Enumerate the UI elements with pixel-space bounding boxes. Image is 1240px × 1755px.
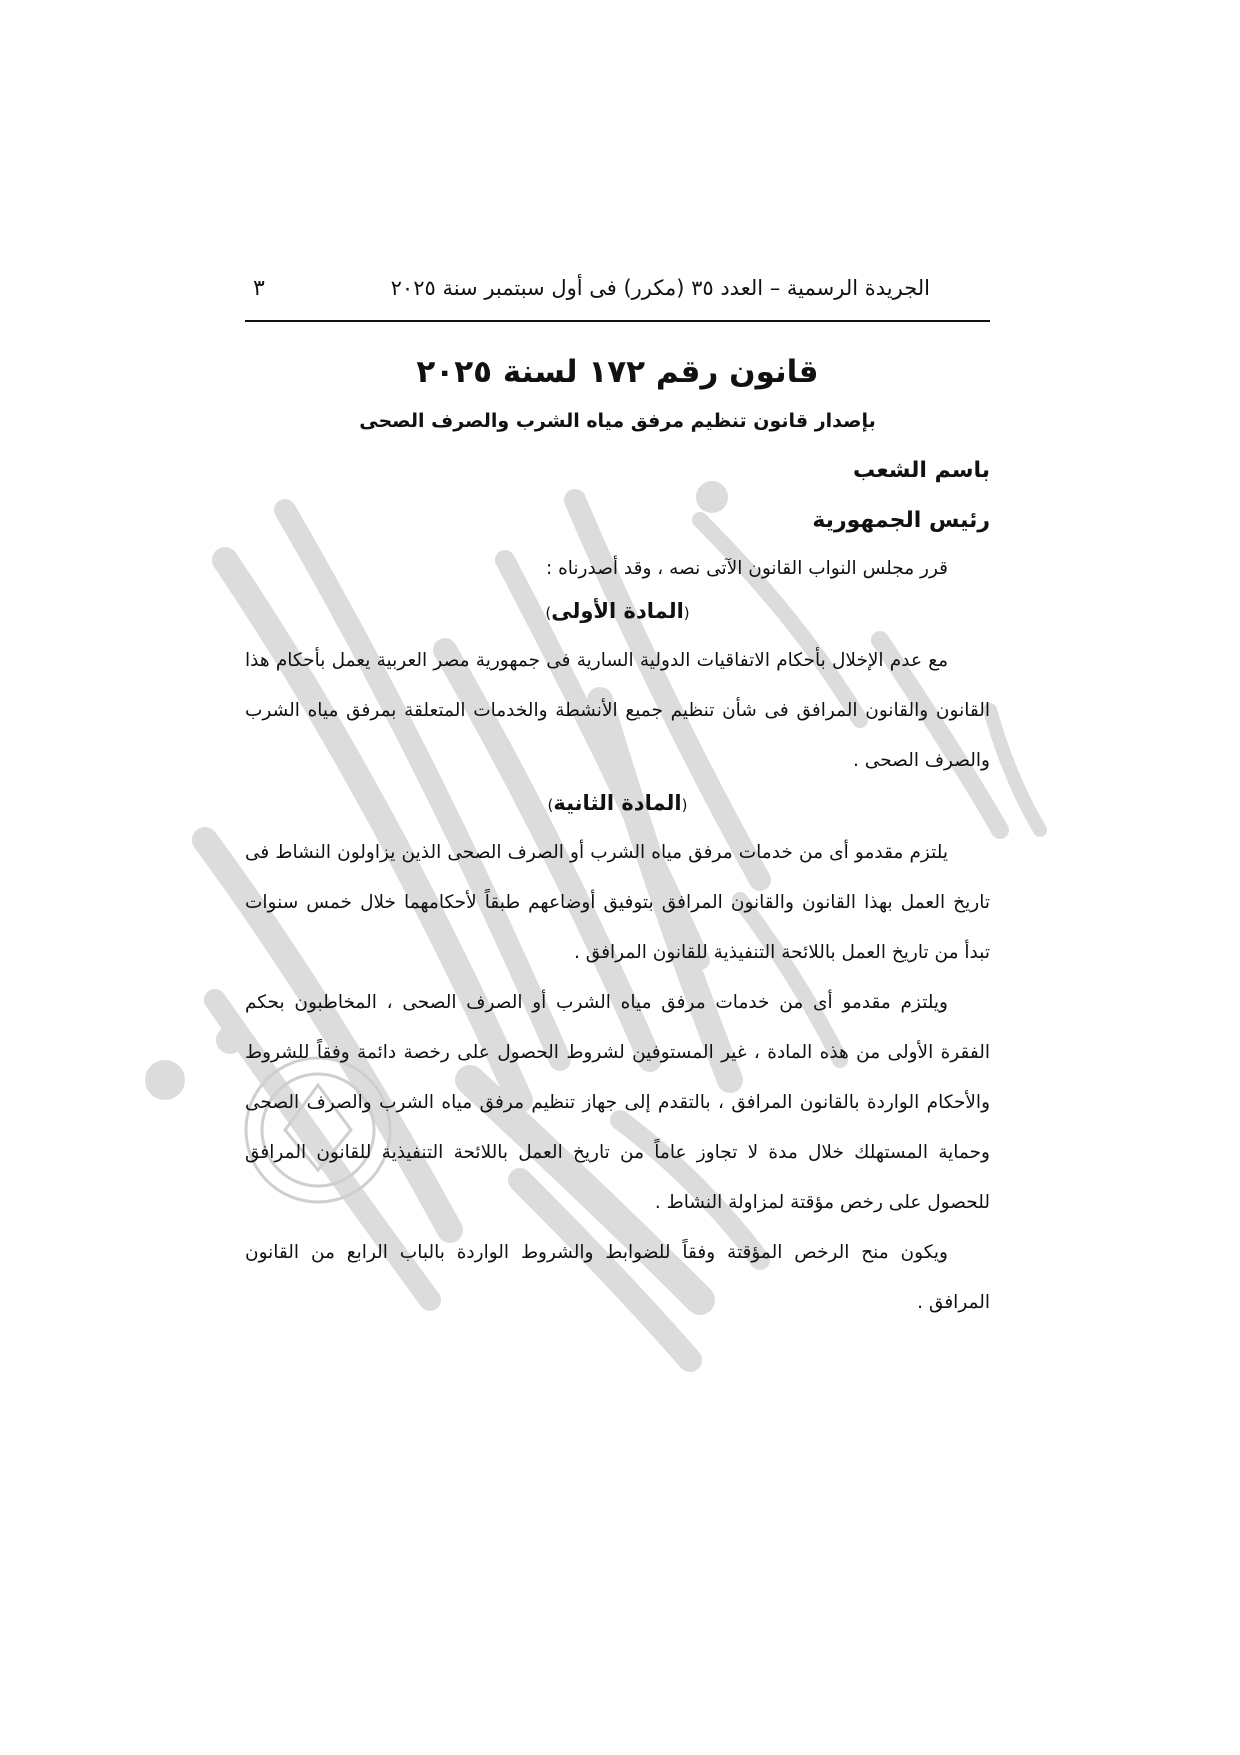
article-2-open-paren: ( <box>681 796 688 814</box>
document-page <box>245 270 990 1328</box>
gazette-header <box>245 270 990 322</box>
in-name-of-people-heading: باسم الشعب <box>853 458 990 483</box>
article-2-paragraph-2: ويلتزم مقدمو أى من خدمات مرفق مياه الشرب أو الصرف الصحى ، المخاطبون بحكم الفقرة الأولى من هذه المادة ، غير المستوفين لشروط الحصول على رخصة دائمة وفقاً للشروط والأحكام الواردة بالقانون المرافق ، بالتقدم إلى جهاز تنظيم مرفق مياه الشرب والصرف الصحى وحماية المستهلك خلال مدة لا تجاوز عاماً من تاريخ العمل باللائحة التنفيذية للقانون المرافق للحصول على رخص مؤقتة لمزاولة النشاط . <box>245 992 990 1213</box>
article-1-open-paren: ( <box>683 604 690 622</box>
law-subtitle: بإصدار قانون تنظيم مرفق مياه الشرب والصرف الصحى <box>359 410 876 432</box>
law-title: قانون رقم ١٧٢ لسنة ٢٠٢٥ <box>416 354 819 390</box>
intro-paragraph: قرر مجلس النواب القانون الآتى نصه ، وقد أصدرناه : <box>545 558 948 579</box>
article-1-close-paren: ) <box>545 604 552 622</box>
president-heading: رئيس الجمهورية <box>812 508 990 533</box>
article-2-title <box>245 786 990 822</box>
article-2-close-paren: ) <box>547 796 554 814</box>
article-2-paragraph-1: يلتزم مقدمو أى من خدمات مرفق مياه الشرب أو الصرف الصحى الذين يزاولون النشاط فى تاريخ العمل بهذا القانون والقانون المرافق بتوفيق أوضاعهم طبقاً لأحكامهما خلال خمس سنوات تبدأ من تاريخ العمل باللائحة التنفيذية للقانون المرافق . <box>245 842 990 963</box>
article-1-title-text: المادة الأولى <box>551 599 684 623</box>
page-number: ٣ <box>253 276 265 301</box>
article-2-title-text: المادة الثانية <box>553 791 682 815</box>
article-1-body: مع عدم الإخلال بأحكام الاتفاقيات الدولية السارية فى جمهورية مصر العربية يعمل بأحكام هذا القانون والقانون المرافق فى شأن تنظيم جميع الأنشطة والخدمات المتعلقة بمرفق مياه الشرب والصرف الصحى . <box>245 650 990 771</box>
article-2-paragraph-3: ويكون منح الرخص المؤقتة وفقاً للضوابط والشروط الواردة بالباب الرابع من القانون المرافق . <box>245 1242 990 1313</box>
article-1-title <box>245 594 990 630</box>
gazette-issue-line: الجريدة الرسمية – العدد ٣٥ (مكرر) فى أول سبتمبر سنة ٢٠٢٥ <box>390 276 930 300</box>
